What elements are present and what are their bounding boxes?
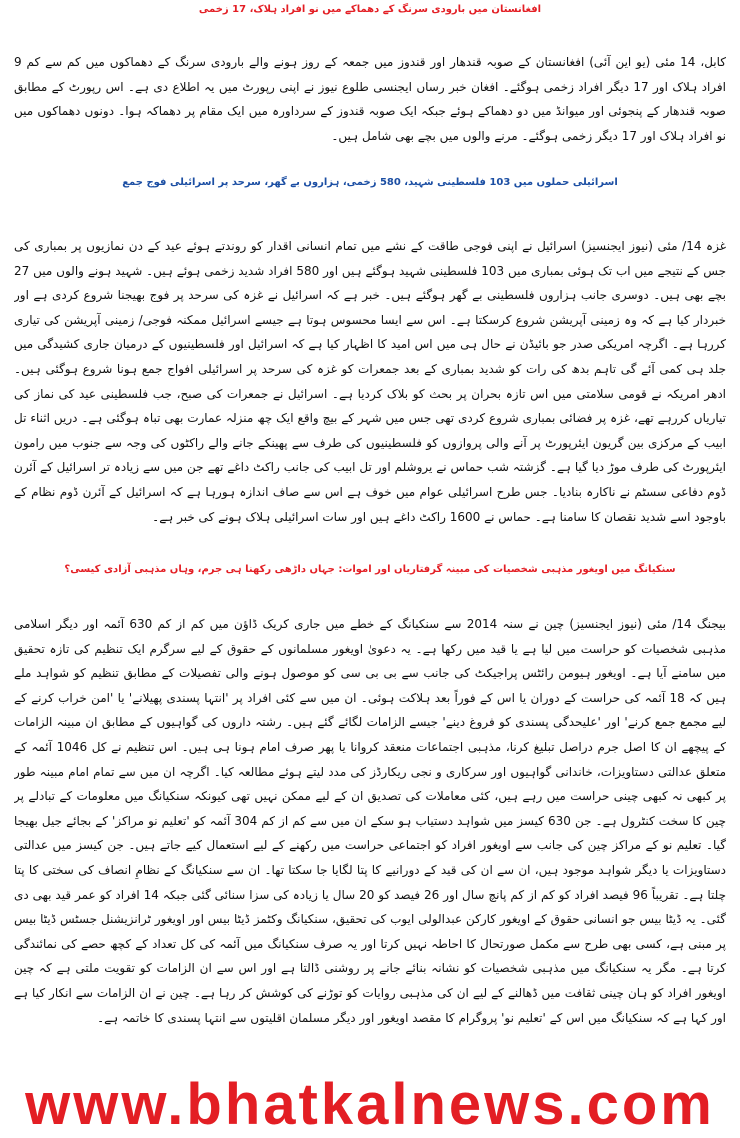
site-url-footer: www.bhatkalnews.com	[25, 1072, 715, 1137]
article-xinjiang-body: بیجنگ 14/ مئی (نیوز ایجنسیز) چین نے سنہ 2014 سے سنکیانگ کے خطے میں جاری کریک ڈاؤن میں کم از کم 630 آئمہ اور دیگر اسلامی مذہبی شخصیات کو حراست میں لیا ہے یا قید میں رکھا ہے۔ یہ دعویٰ اویغور مسلمانوں کے حقوق کے لیے سرگرم ایک تنظیم کی تازہ تحقیق میں سامنے آیا ہے۔ اویغور ہیومن رائٹس پراجیکٹ کی جانب سے بی بی سی کو موصول ہونے والی تفصیلات کے مطابق تنظیم کو شواہد ملے ہیں کہ 18 آئمہ کی حراست کے دوران یا اس کے فوراً بعد ہلاکت ہوئی۔ ان میں سے کئی افراد پر 'انتہا پسندی پھیلانے' یا 'امن خراب کرنے کے لیے مجمع جمع کرنے' اور 'علیحدگی پسندی کو فروغ دینے' جیسے الزامات لگائے گئے ہیں۔ رشتہ داروں کی گواہیوں کے مطابق ان مبینہ الزامات کے پیچھے ان کا اصل جرم دراصل تبلیغ کرنا، مذہبی اجتماعات منعقد کروانا یا پھر صرف امام ہونا ہی ہیں۔ اس تنظیم نے کل 1046 آئمہ کے متعلق عدالتی دستاویزات، خاندانی گواہیوں اور سرکاری و نجی ریکارڈز کی مدد لیتے ہوئے مطالعہ کیا۔ اگرچہ ان میں سے تمام امام مبینہ طور پر کبھی نہ کبھی چینی حراست میں رہے ہیں، کئی معاملات کی تصدیق ان کے لیے ممکن نہیں تھی کیونکہ سنکیانگ میں معلومات کے تبادلے پر چین کا سخت کنٹرول ہے۔ جن 630 کیسز میں شواہد دستیاب ہو سکے ان میں سے کم از کم 304 آئمہ کو 'تعلیم نو مراکز' کے بجائے جیل بھیجا گیا۔ تعلیم نو کے مراکز چین کی جانب سے اویغور افراد کو اجتماعی حراست میں رکھنے کے لیے استعمال کیے جاتے ہیں۔ جن کیسز میں عدالتی دستاویزات یا دیگر شواہد موجود ہیں، ان سے ان کی قید کے دورانیے کا پتا لگایا جا سکتا تھا۔ ان سے سنکیانگ کے نظامِ انصاف کی سختی کا پتا چلتا ہے۔ تقریباً 96 فیصد افراد کو کم از کم پانچ سال اور 26 فیصد کو 20 سال یا زیادہ کی سزا سنائی گئی جبکہ 14 افراد کو عمر قید بھی دی گئی۔ یہ ڈیٹا بیس جو انسانی حقوق کے اویغور کارکن عبدالولی ایوب کی تحقیق، سنکیانگ وکٹمز ڈیٹا بیس اور اویغور ٹرانزیشنل جسٹس ڈیٹا بیس پر مبنی ہے، کسی بھی طرح سے مکمل صورتحال کا احاطہ نہیں کرتا اور یہ صرف سنکیانگ میں آئمہ کی کل تعداد کے کچھ حصے کی نمائندگی کرتا ہے۔ مگر یہ سنکیانگ میں مذہبی شخصیات کو نشانہ بنائے جانے پر روشنی ڈالتا ہے اور اس سے ان الزامات کو تقویت ملتی ہے کہ چین اویغور افراد کو ہان چینی ثقافت میں ڈھالنے کے لیے ان کی مذہبی روایات کو توڑنے کی کوشش کر رہا ہے۔ چین نے ان الزامات سے انکار کیا ہے اور کہا ہے کہ سنکیانگ میں اس کے 'تعلیم نو' پروگرام کا مقصد اویغور اور دیگر مسلمان اقلیتوں سے انتہا پسندی کا خاتمہ ہے۔	[14, 617, 726, 1025]
headline-afghanistan: افغانستان میں بارودی سرنگ کے دھماکے میں نو افراد ہلاک، 17 زخمی	[198, 4, 542, 15]
article-afghanistan-body: کابل، 14 مئی (یو این آئی) افغانستان کے صوبہ قندھار اور قندوز میں جمعہ کے روز ہونے والے بارودی سرنگ کے دھماکوں میں کم سے کم 9 افراد ہلاک اور 17 دیگر افراد زخمی ہوگئے۔ افغان خبر رساں ایجنسی طلوع نیوز نے اپنی رپورٹ میں یہ اطلاع دی ہے۔ اس رپورٹ کے مطابق صوبہ قندھار کے پنجوئی اور میوانڈ میں دو دھماکے ہوئے جبکہ ایک صوبہ قندوز کے سرداورہ میں ایک مقام پر دھماکہ ہوا۔ دونوں دھماکوں میں نو افراد ہلاک اور 17 دیگر زخمی ہوگئے۔ مرنے والوں میں بچے بھی شامل ہیں۔	[14, 55, 726, 143]
headline-xinjiang: سنکیانگ میں اویغور مذہبی شخصیات کی مبینہ گرفتاریاں اور اموات: جہاں داڑھی رکھنا ہی جرم، وہاں مذہبی آزادی کیسی؟	[64, 564, 676, 575]
headline-gaza: اسرائیلی حملوں میں 103 فلسطینی شہید، 580 زخمی، ہزاروں بے گھر، سرحد پر اسرائیلی فوج جمع	[122, 177, 618, 188]
article-gaza-body: غزہ 14/ مئی (نیوز ایجنسیز) اسرائیل نے اپنی فوجی طاقت کے نشے میں تمام انسانی اقدار کو روندتے ہوئے عید کے دن نمازیوں پر بمباری کی جس کے نتیجے میں اب تک ہوئی بمباری میں 103 فلسطینی شہید ہوگئے ہیں اور 580 افراد شدید زخمی ہوئے ہیں۔ شہید ہونے والوں میں 27 بچے بھی ہیں۔ دوسری جانب ہزاروں فلسطینی بے گھر ہوگئے ہیں۔ خبر ہے کہ اسرائیل نے غزہ کی سرحد پر فوج بھیجنا شروع کردی ہے اور خبردار کیا ہے کہ وہ زمینی آپریشن شروع کرسکتا ہے۔ اس سے ایسا محسوس ہوتا ہے جیسے اسرائیل ممکنہ فوجی/ زمینی آپریشن کی تیاری کررہا ہے۔ اگرچہ امریکی صدر جو بائیڈن نے حال ہی میں اس امید کا اظہار کیا ہے کہ اسرائیل اور فلسطینیوں کے درمیان جاری کشیدگی میں جلد ہی کمی آئے گی تاہم بدھ کی رات کو شدید بمباری کے بعد جمعرات کو غزہ کی سرحد پر اسرائیلی افواج جمع ہونا شروع ہوگئی ہیں۔ ادھر امریکہ نے قومی سلامتی میں اس تازہ بحران پر بحث کو بلاک کردیا ہے۔ اسرائیل نے جمعرات کی صبح، جب فلسطینی عید کی نماز کی تیاریاں کررہے تھے، غزہ پر فضائی بمباری شروع کردی تھی جس میں شہر کے بیچ واقع ایک چھ منزلہ عمارت بھی تباہ ہوگئی ہے۔ دریں اثناء تل ابیب کے مرکزی بین گریون ایئرپورٹ پر آنے والی پروازوں کو فلسطینیوں کی طرف سے پھینکے جانے والے راکٹوں کی وجہ سے جنوب میں رامون ایئرپورٹ کی طرف موڑ دیا گیا ہے۔ گزشتہ شب حماس نے یروشلم اور تل ابیب کی جانب راکٹ داغے تھے جن میں سے زیادہ تر اسرائیل کے آئرن ڈوم دفاعی سسٹم نے ناکارہ بنادیا۔ جس طرح اسرائیلی عوام میں خوف ہے اس سے صاف اندازہ ہورہا ہے کہ اسرائیل کے آئرن ڈوم نظام کے باوجود اسے شدید نقصان کا سامنا ہے۔ حماس نے 1600 راکٹ داغے ہیں اور سات اسرائیلی ہلاک ہونے کی خبر ہے۔	[14, 239, 726, 524]
